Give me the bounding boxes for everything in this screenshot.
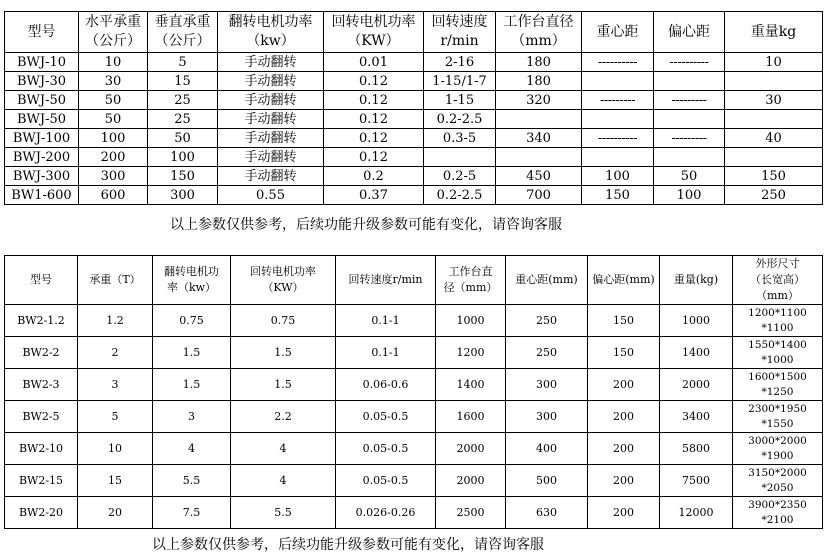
t2-cell-model: BW2-5 <box>5 401 78 433</box>
t2-col-load: 承重（T） <box>78 256 153 305</box>
t1-cell-model: BWJ-300 <box>5 167 79 186</box>
t2-col-dimensions: 外形尺寸 （长宽高） （mm） <box>733 256 823 305</box>
table-row <box>5 305 823 337</box>
t1-cell-center-distance: ---------- <box>582 53 654 72</box>
t2-cell-tilt-motor-power: 5.5 <box>153 465 231 497</box>
t2-cell-weight: 5800 <box>660 433 733 465</box>
t2-cell-model: BW2-2 <box>5 337 78 369</box>
t2-cell-center-distance: 630 <box>506 497 588 529</box>
table-row <box>5 401 823 433</box>
t2-col-tilt-motor-power: 翻转电机功 率（kw） <box>153 256 231 305</box>
t1-cell-weight: 250 <box>725 186 823 205</box>
disclaimer-note-1: 以上参数仅供参考，后续功能升级参数可能有变化，请咨询客服 <box>170 217 562 233</box>
t1-cell-center-distance: ---------- <box>582 129 654 148</box>
table1-header-row <box>5 12 823 53</box>
t1-cell-weight <box>725 72 823 91</box>
t2-cell-weight: 7500 <box>660 465 733 497</box>
t2-cell-rotation-speed: 0.06-0.6 <box>336 369 436 401</box>
t2-cell-rotation-motor-power: 4 <box>231 433 336 465</box>
t1-cell-tilt-motor-power: 手动翻转 <box>218 53 324 72</box>
t1-cell-tilt-motor-power: 手动翻转 <box>218 129 324 148</box>
t1-cell-table-diameter: 450 <box>496 167 582 186</box>
t2-cell-rotation-speed: 0.05-0.5 <box>336 465 436 497</box>
t1-cell-rotation-motor-power: 0.12 <box>324 129 424 148</box>
t2-col-weight: 重量(kg) <box>660 256 733 305</box>
t2-cell-rotation-speed: 0.05-0.5 <box>336 401 436 433</box>
t2-cell-dimensions: 3900*2350 *2100 <box>733 497 823 529</box>
t1-cell-horizontal-load: 50 <box>79 110 148 129</box>
t1-cell-table-diameter: 180 <box>496 72 582 91</box>
t2-cell-table-diameter: 1400 <box>436 369 506 401</box>
t1-cell-model: BWJ-30 <box>5 72 79 91</box>
t2-cell-center-distance: 300 <box>506 401 588 433</box>
t1-cell-model: BWJ-50 <box>5 91 79 110</box>
t2-cell-rotation-motor-power: 1.5 <box>231 369 336 401</box>
t1-cell-weight: 40 <box>725 129 823 148</box>
t2-cell-weight: 1400 <box>660 337 733 369</box>
t1-col-eccentric-distance: 偏心距 <box>654 12 725 53</box>
bwj-spec-table <box>4 11 823 205</box>
t1-cell-rotation-motor-power: 0.12 <box>324 110 424 129</box>
t2-cell-center-distance: 250 <box>506 337 588 369</box>
t1-cell-weight: 10 <box>725 53 823 72</box>
t1-col-table-diameter: 工作台直径 （mm） <box>496 12 582 53</box>
t2-cell-load: 2 <box>78 337 153 369</box>
t1-col-weight: 重量kg <box>725 12 823 53</box>
t2-cell-table-diameter: 1600 <box>436 401 506 433</box>
t2-col-rotation-speed: 回转速度r/min <box>336 256 436 305</box>
table-row <box>5 337 823 369</box>
t1-cell-center-distance: --------- <box>582 91 654 110</box>
t1-cell-eccentric-distance: --------- <box>654 91 725 110</box>
t1-cell-rotation-motor-power: 0.12 <box>324 72 424 91</box>
table-row <box>5 148 823 167</box>
t2-cell-eccentric-distance: 200 <box>588 433 660 465</box>
t2-cell-rotation-speed: 0.026-0.26 <box>336 497 436 529</box>
t2-cell-rotation-motor-power: 1.5 <box>231 337 336 369</box>
t2-cell-rotation-motor-power: 5.5 <box>231 497 336 529</box>
t2-cell-model: BW2-1.2 <box>5 305 78 337</box>
t2-cell-weight: 3400 <box>660 401 733 433</box>
t1-cell-eccentric-distance: ---------- <box>654 53 725 72</box>
t1-cell-eccentric-distance <box>654 110 725 129</box>
table-row <box>5 465 823 497</box>
t2-cell-weight: 12000 <box>660 497 733 529</box>
t1-cell-table-diameter: 700 <box>496 186 582 205</box>
t2-cell-table-diameter: 2500 <box>436 497 506 529</box>
t2-cell-table-diameter: 2000 <box>436 433 506 465</box>
t1-cell-center-distance <box>582 148 654 167</box>
t1-cell-rotation-speed: 0.3-5 <box>424 129 496 148</box>
t1-cell-table-diameter <box>496 148 582 167</box>
table-row <box>5 369 823 401</box>
t1-cell-tilt-motor-power: 0.55 <box>218 186 324 205</box>
t2-cell-center-distance: 250 <box>506 305 588 337</box>
bw2-spec-table <box>4 255 823 529</box>
t1-cell-center-distance: 150 <box>582 186 654 205</box>
t1-cell-weight: 150 <box>725 167 823 186</box>
t2-cell-center-distance: 300 <box>506 369 588 401</box>
table-row <box>5 91 823 110</box>
t2-cell-eccentric-distance: 200 <box>588 465 660 497</box>
t1-col-tilt-motor-power: 翻转电机功率 （kw） <box>218 12 324 53</box>
t1-cell-rotation-speed: 0.2-2.5 <box>424 186 496 205</box>
t2-cell-dimensions: 2300*1950 *1550 <box>733 401 823 433</box>
t1-cell-table-diameter: 180 <box>496 53 582 72</box>
t2-cell-model: BW2-3 <box>5 369 78 401</box>
t1-cell-eccentric-distance: 50 <box>654 167 725 186</box>
t1-cell-tilt-motor-power: 手动翻转 <box>218 110 324 129</box>
t1-cell-vertical-load: 25 <box>148 91 218 110</box>
t1-cell-vertical-load: 100 <box>148 148 218 167</box>
t1-cell-tilt-motor-power: 手动翻转 <box>218 167 324 186</box>
t1-cell-horizontal-load: 10 <box>79 53 148 72</box>
t1-cell-eccentric-distance: 100 <box>654 186 725 205</box>
t1-cell-tilt-motor-power: 手动翻转 <box>218 148 324 167</box>
t2-cell-tilt-motor-power: 3 <box>153 401 231 433</box>
table-row <box>5 497 823 529</box>
t1-cell-vertical-load: 50 <box>148 129 218 148</box>
t1-cell-rotation-speed: 0.2-5 <box>424 167 496 186</box>
t1-cell-vertical-load: 25 <box>148 110 218 129</box>
t1-cell-weight: 30 <box>725 91 823 110</box>
t2-cell-rotation-speed: 0.1-1 <box>336 305 436 337</box>
t1-cell-tilt-motor-power: 手动翻转 <box>218 72 324 91</box>
t2-cell-load: 5 <box>78 401 153 433</box>
t2-cell-center-distance: 400 <box>506 433 588 465</box>
t2-cell-tilt-motor-power: 1.5 <box>153 369 231 401</box>
t2-cell-tilt-motor-power: 1.5 <box>153 337 231 369</box>
t2-cell-dimensions: 1550*1400 *1000 <box>733 337 823 369</box>
t2-cell-dimensions: 3150*2000 *2050 <box>733 465 823 497</box>
t1-col-center-distance: 重心距 <box>582 12 654 53</box>
t1-cell-horizontal-load: 300 <box>79 167 148 186</box>
t1-cell-weight <box>725 110 823 129</box>
table-row <box>5 433 823 465</box>
t1-cell-rotation-speed: 2-16 <box>424 53 496 72</box>
t2-col-rotation-motor-power: 回转电机功率 （KW） <box>231 256 336 305</box>
disclaimer-note-2: 以上参数仅供参考，后续功能升级参数可能有变化，请咨询客服 <box>152 537 544 553</box>
t1-cell-horizontal-load: 600 <box>79 186 148 205</box>
t1-cell-horizontal-load: 100 <box>79 129 148 148</box>
t2-cell-load: 15 <box>78 465 153 497</box>
t2-cell-model: BW2-15 <box>5 465 78 497</box>
t2-cell-tilt-motor-power: 4 <box>153 433 231 465</box>
t1-cell-rotation-motor-power: 0.12 <box>324 148 424 167</box>
t1-cell-center-distance: 100 <box>582 167 654 186</box>
t1-col-horizontal-load: 水平承重 （公斤） <box>79 12 148 53</box>
t1-col-model: 型号 <box>5 12 79 53</box>
table-row <box>5 167 823 186</box>
t2-cell-rotation-motor-power: 2.2 <box>231 401 336 433</box>
t1-cell-center-distance <box>582 110 654 129</box>
t2-cell-dimensions: 3000*2000 *1900 <box>733 433 823 465</box>
t1-cell-rotation-motor-power: 0.37 <box>324 186 424 205</box>
t2-col-table-diameter: 工作台直 径（mm） <box>436 256 506 305</box>
t2-cell-load: 10 <box>78 433 153 465</box>
t1-cell-rotation-speed: 1-15 <box>424 91 496 110</box>
table-row <box>5 110 823 129</box>
t1-col-vertical-load: 垂直承重 （公斤） <box>148 12 218 53</box>
t1-cell-horizontal-load: 200 <box>79 148 148 167</box>
t1-col-rotation-speed: 回转速度 r/min <box>424 12 496 53</box>
t2-cell-load: 20 <box>78 497 153 529</box>
t1-cell-rotation-speed <box>424 148 496 167</box>
t2-cell-center-distance: 500 <box>506 465 588 497</box>
t2-cell-rotation-speed: 0.1-1 <box>336 337 436 369</box>
t1-cell-eccentric-distance <box>654 148 725 167</box>
t1-cell-rotation-motor-power: 0.2 <box>324 167 424 186</box>
t1-cell-tilt-motor-power: 手动翻转 <box>218 91 324 110</box>
t2-cell-tilt-motor-power: 0.75 <box>153 305 231 337</box>
t2-cell-table-diameter: 2000 <box>436 465 506 497</box>
t2-cell-rotation-speed: 0.05-0.5 <box>336 433 436 465</box>
t2-cell-weight: 2000 <box>660 369 733 401</box>
t1-cell-rotation-speed: 1-15/1-7 <box>424 72 496 91</box>
table-row <box>5 53 823 72</box>
t2-cell-weight: 1000 <box>660 305 733 337</box>
t1-cell-eccentric-distance: --------- <box>654 129 725 148</box>
t2-cell-eccentric-distance: 200 <box>588 497 660 529</box>
t2-cell-dimensions: 1600*1500 *1250 <box>733 369 823 401</box>
table2-header-row <box>5 256 823 305</box>
t2-cell-rotation-motor-power: 4 <box>231 465 336 497</box>
t2-col-model: 型号 <box>5 256 78 305</box>
t2-cell-load: 3 <box>78 369 153 401</box>
t2-cell-model: BW2-20 <box>5 497 78 529</box>
table-row <box>5 72 823 91</box>
t2-cell-eccentric-distance: 200 <box>588 369 660 401</box>
t1-cell-table-diameter <box>496 110 582 129</box>
t2-cell-table-diameter: 1200 <box>436 337 506 369</box>
t1-cell-horizontal-load: 30 <box>79 72 148 91</box>
t1-cell-model: BW1-600 <box>5 186 79 205</box>
t2-cell-eccentric-distance: 150 <box>588 305 660 337</box>
t1-cell-rotation-motor-power: 0.01 <box>324 53 424 72</box>
t2-cell-load: 1.2 <box>78 305 153 337</box>
t1-cell-eccentric-distance <box>654 72 725 91</box>
t1-cell-table-diameter: 340 <box>496 129 582 148</box>
t1-cell-vertical-load: 5 <box>148 53 218 72</box>
t1-cell-rotation-speed: 0.2-2.5 <box>424 110 496 129</box>
t1-cell-model: BWJ-200 <box>5 148 79 167</box>
t2-cell-eccentric-distance: 150 <box>588 337 660 369</box>
t1-cell-horizontal-load: 50 <box>79 91 148 110</box>
t1-cell-vertical-load: 15 <box>148 72 218 91</box>
t1-cell-vertical-load: 150 <box>148 167 218 186</box>
t1-cell-model: BWJ-10 <box>5 53 79 72</box>
t1-cell-table-diameter: 320 <box>496 91 582 110</box>
table-row <box>5 129 823 148</box>
t2-cell-dimensions: 1200*1100 *1100 <box>733 305 823 337</box>
t2-cell-rotation-motor-power: 0.75 <box>231 305 336 337</box>
t2-cell-tilt-motor-power: 7.5 <box>153 497 231 529</box>
t1-col-rotation-motor-power: 回转电机功率 （KW） <box>324 12 424 53</box>
t1-cell-model: BWJ-100 <box>5 129 79 148</box>
t1-cell-center-distance <box>582 72 654 91</box>
t1-cell-model: BWJ-50 <box>5 110 79 129</box>
t1-cell-rotation-motor-power: 0.12 <box>324 91 424 110</box>
t1-cell-vertical-load: 300 <box>148 186 218 205</box>
t2-cell-model: BW2-10 <box>5 433 78 465</box>
t2-col-eccentric-distance: 偏心距(mm) <box>588 256 660 305</box>
t2-cell-eccentric-distance: 200 <box>588 401 660 433</box>
t2-cell-table-diameter: 1000 <box>436 305 506 337</box>
t1-cell-weight <box>725 148 823 167</box>
t2-col-center-distance: 重心距(mm) <box>506 256 588 305</box>
table-row <box>5 186 823 205</box>
